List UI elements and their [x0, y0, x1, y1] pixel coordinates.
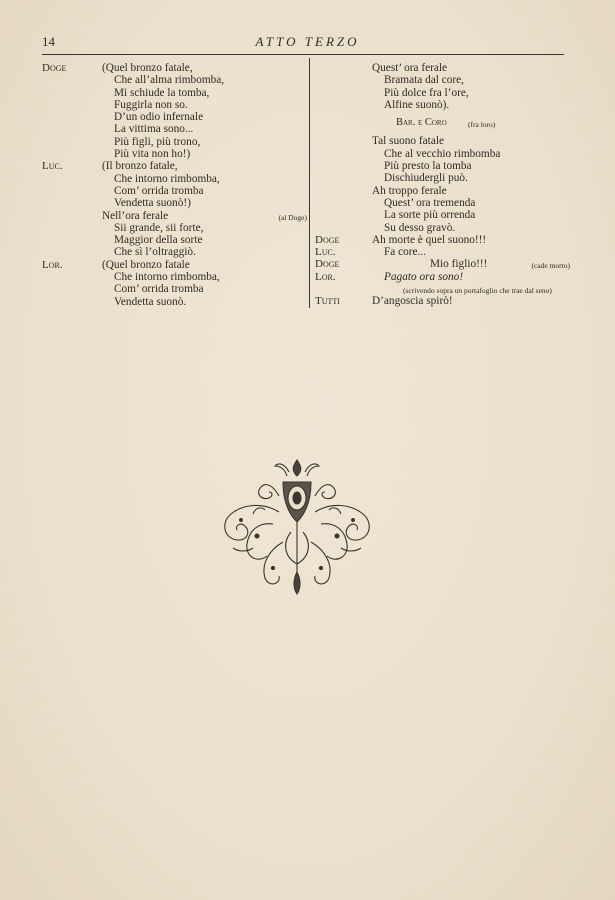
verse-line: [42, 173, 307, 185]
verse-line: [315, 160, 570, 172]
verse-line: [42, 74, 307, 86]
verse-line: [315, 197, 570, 209]
verse-line: [315, 234, 570, 246]
column-divider: [309, 58, 310, 308]
verse-text: Che intorno rimbomba,: [114, 271, 220, 284]
verse-text: Dischiudergli può.: [384, 172, 468, 185]
verse-text: Com’ orrida tromba: [114, 283, 204, 296]
chorus-heading: Bar. e Coro: [396, 117, 447, 129]
verse-line: [42, 246, 307, 258]
verse-line: [42, 148, 307, 160]
verse-text: Mi schiude la tomba,: [114, 86, 210, 99]
verse-text: Fa core...: [384, 246, 427, 259]
verse-text: (Quel bronzo fatale: [102, 258, 190, 271]
speaker-name: Lor.: [315, 270, 336, 283]
verse-line: [42, 234, 307, 246]
verse-line: [315, 74, 570, 86]
verse-text: (Il bronzo fatale,: [102, 160, 178, 173]
verse-text: Alfine suonò).: [384, 98, 450, 111]
page-title: ATTO TERZO: [255, 34, 360, 49]
verse-text: La vittima sono...: [114, 123, 194, 136]
verse-text: Più dolce fra l’ore,: [384, 86, 469, 99]
speaker-name: Lor.: [42, 258, 63, 271]
verse-line: [42, 210, 307, 222]
verse-text: Maggior della sorte: [114, 234, 203, 247]
verse-text: Ah morte è quel suono!!!: [372, 233, 487, 246]
verse-line: [42, 296, 307, 308]
verse-text: Più vita non ho!): [114, 148, 191, 161]
verse-line: [42, 283, 307, 295]
stage-direction: (al Doge): [278, 212, 307, 222]
verse-text: D’angoscia spirò!: [372, 295, 453, 308]
verse-line: [315, 209, 570, 221]
verse-line: [42, 111, 307, 123]
speaker-name: Doge: [42, 62, 67, 74]
verse-text: Pagato ora sono!: [384, 270, 464, 283]
verse-line: [315, 117, 570, 129]
verse-text: Nell’ora ferale: [102, 209, 169, 222]
page-number: 14: [42, 34, 55, 49]
verse-text: Tal suono fatale: [372, 135, 444, 148]
verse-text: Più figli, più trono,: [114, 135, 201, 148]
verse-line: [42, 185, 307, 197]
verse-text: (Quel bronzo fatale,: [102, 62, 193, 74]
left-column: [42, 62, 307, 308]
verse-line: [42, 123, 307, 135]
verse-line: [315, 283, 570, 295]
header-rule: [42, 54, 564, 55]
verse-text: Fuggirla non so.: [114, 98, 188, 111]
stage-direction: (cade morto): [531, 261, 570, 271]
verse-text: Sii grande, sii forte,: [114, 221, 204, 234]
verse-text: Che intorno rimbomba,: [114, 172, 220, 185]
verse-line: [315, 87, 570, 99]
speaker-name: Doge: [315, 258, 340, 271]
verse-text: Quest’ ora ferale: [372, 62, 448, 74]
speaker-name: Doge: [315, 233, 340, 246]
verse-line: [42, 259, 307, 271]
verse-text: Su desso gravò.: [384, 221, 456, 234]
verse-text: Più presto la tomba: [384, 160, 472, 173]
verse-line: [315, 185, 570, 197]
verse-line: [42, 87, 307, 99]
verse-line: [315, 246, 570, 258]
verse-text: Che al vecchio rimbomba: [384, 147, 501, 160]
verse-line: [315, 271, 570, 283]
verse-line: [315, 99, 570, 111]
right-column: [315, 62, 570, 308]
verse-text: D’un odio infernale: [114, 111, 204, 124]
verse-text: Bramata dal core,: [384, 74, 464, 87]
speaker-name: Luc.: [315, 246, 336, 259]
stage-direction: (fra loro): [468, 120, 496, 130]
verse-line: [42, 99, 307, 111]
verse-line: [315, 62, 570, 74]
verse-line: [315, 295, 570, 307]
verse-text: Quest’ ora tremenda: [384, 196, 476, 209]
ornament-vignette: [213, 452, 381, 602]
verse-line: [42, 136, 307, 148]
verse-line: [315, 135, 570, 147]
speaker-name: Luc.: [42, 160, 63, 173]
verse-line: [315, 172, 570, 184]
verse-line: [42, 160, 307, 172]
verse-text: Vendetta suonò!): [114, 197, 191, 210]
verse-line: [42, 222, 307, 234]
verse-text: Che all’alma rimbomba,: [114, 74, 225, 87]
verse-line: [42, 62, 307, 74]
verse-line: [42, 197, 307, 209]
verse-line: [315, 258, 570, 270]
verse-text: Che sì l’oltraggiò.: [114, 246, 196, 259]
stage-direction: (scrivendo sopra un portafoglio che trae dal seno): [403, 286, 552, 296]
verse-text: Vendetta suonò.: [114, 295, 187, 308]
verse-text: Com’ orrida tromba: [114, 184, 204, 197]
verse-text: La sorte più orrenda: [384, 209, 476, 222]
speaker-name: Tutti: [315, 295, 340, 308]
verse-text: Ah troppo ferale: [372, 184, 447, 197]
verse-line: [315, 148, 570, 160]
verse-text: Mio figlio!!!: [430, 258, 488, 271]
verse-line: [42, 271, 307, 283]
verse-line: [315, 222, 570, 234]
